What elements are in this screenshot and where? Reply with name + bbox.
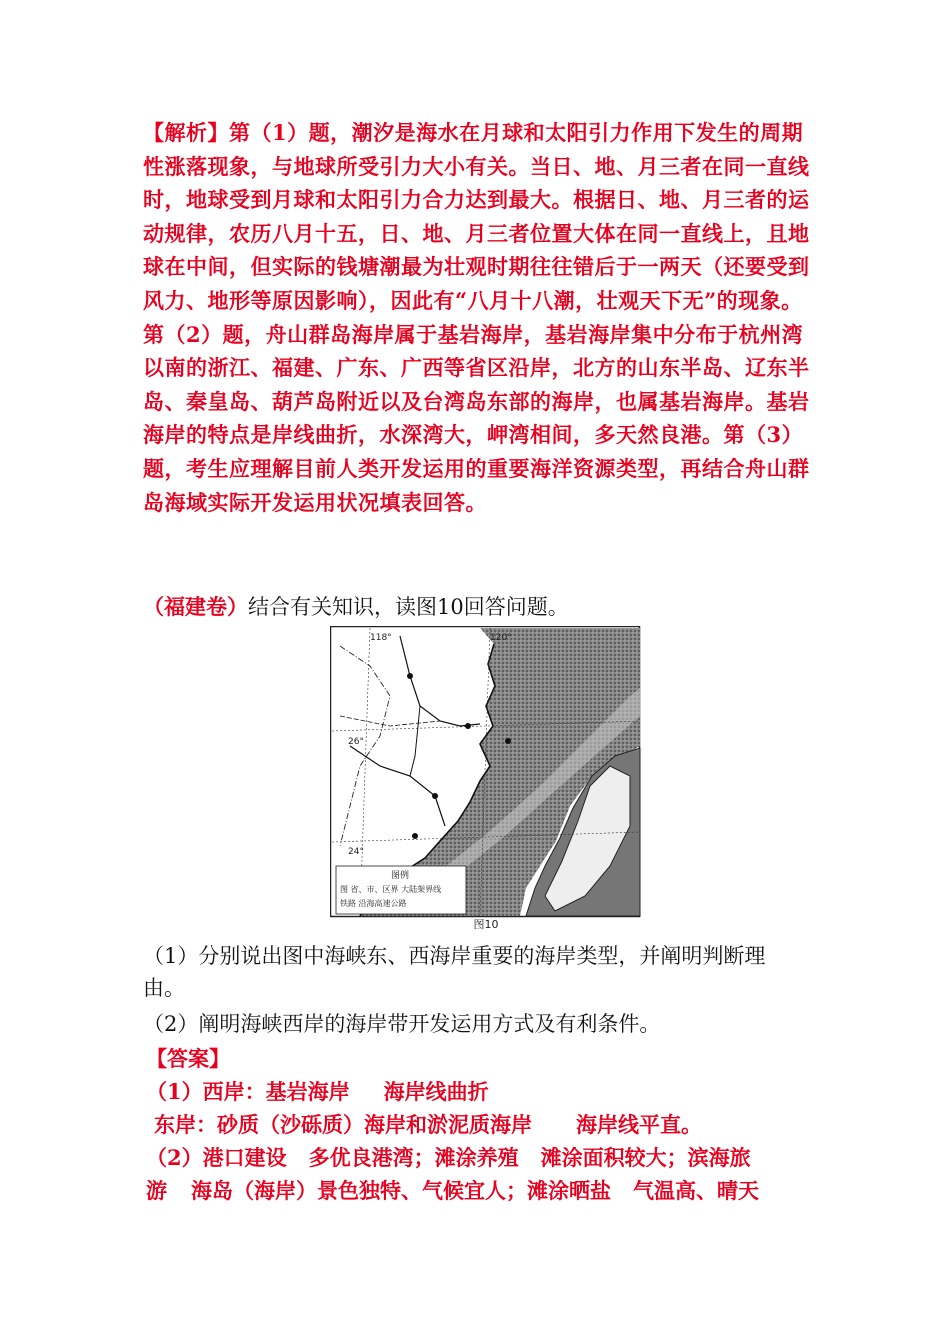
lat-label-26: 26°: [348, 737, 364, 747]
legend-row-2: 铁路 沿海高速公路: [340, 899, 407, 908]
question-1-line-1: （1）分别说出图中海峡东、西海岸重要的海岸类型，并阐明判断理: [143, 944, 766, 968]
lon-label-118: 118°: [370, 633, 392, 643]
analysis-paragraph: [143, 116, 811, 519]
analysis-label: 【解析】: [143, 120, 229, 145]
answer-2-tourism-reason: 海岛（海岸）景色独特、气候宜人；滩涂晒盐: [191, 1178, 611, 1203]
answer-2-aquaculture-reason: 滩涂面积较大；滨海旅: [540, 1145, 751, 1170]
answer-1-west: [146, 1075, 489, 1108]
question-1: [143, 940, 813, 1004]
figure-caption: 图10: [473, 918, 499, 931]
legend-title: 图例: [390, 871, 410, 881]
answer-1-east-type: 东岸：砂质（沙砾质）海岸和淤泥质海岸: [154, 1112, 532, 1137]
question-source-line: [143, 590, 569, 624]
answer-2-port: （2）港口建设: [146, 1145, 287, 1170]
question-1-line-2: 由。: [143, 976, 185, 1000]
answer-label: 【答案】: [146, 1046, 230, 1071]
legend-row-1: 图 省、市、区界 大陆架界线: [340, 885, 442, 894]
lon-label-120: 120°: [490, 633, 512, 643]
answer-2-salt-reason: 气温高、晴天: [633, 1178, 759, 1203]
source-instruction: 结合有关知识，读图10回答问题。: [248, 595, 569, 619]
answer-2-tourism: 游: [146, 1178, 167, 1203]
lat-label-24: 24°: [348, 847, 364, 857]
answer-2-port-reason: 多优良港湾；滩涂养殖: [308, 1145, 519, 1170]
answer-1-east-reason: 海岸线平直。: [576, 1112, 702, 1137]
source-tag: （福建卷）: [143, 594, 248, 619]
answer-1-west-reason: 海岸线曲折: [383, 1079, 489, 1104]
analysis-text: 第（1）题，潮汐是海水在月球和太阳引力作用下发生的周期性涨落现象，与地球所受引力大小有关。当日、地、月三者在同一直线时，地球受到月球和太阳引力合力达到最大。根据日、地、月三者的运动规律，农历八月十五，日、地、月三者位置大体在同一直线上，且地球在中间，但实际的钱塘潮最为壮观时期往往错后于一两天（还要受到风力、地形等原因影响），因此有“八月十八潮，壮观天下无”的现象。第（2）题，舟山群岛海岸属于基岩海岸，基岩海岸集中分布于杭州湾以南的浙江、福建、广东、广西等省区沿岸，北方的山东半岛、辽东半岛、秦皇岛、葫芦岛附近以及台湾岛东部的海岸，也属基岩海岸。基岩海岸的特点是岸线曲折，水深湾大，岬湾相间，多天然良港。第（3）题，考生应理解目前人类开发运用的重要海洋资源类型，再结合舟山群岛海域实际开发运用状况填表回答。: [143, 120, 810, 515]
question-2: （2）阐明海峡西岸的海岸带开发运用方式及有利条件。: [143, 1012, 661, 1036]
strait-map: [330, 626, 642, 932]
answer-2-line-1: [146, 1141, 751, 1174]
answer-1-west-type: （1）西岸：基岩海岸: [146, 1079, 350, 1104]
figure-10-map: [330, 626, 642, 932]
answer-1-east: [154, 1108, 702, 1141]
answer-2-line-2: [146, 1174, 759, 1207]
